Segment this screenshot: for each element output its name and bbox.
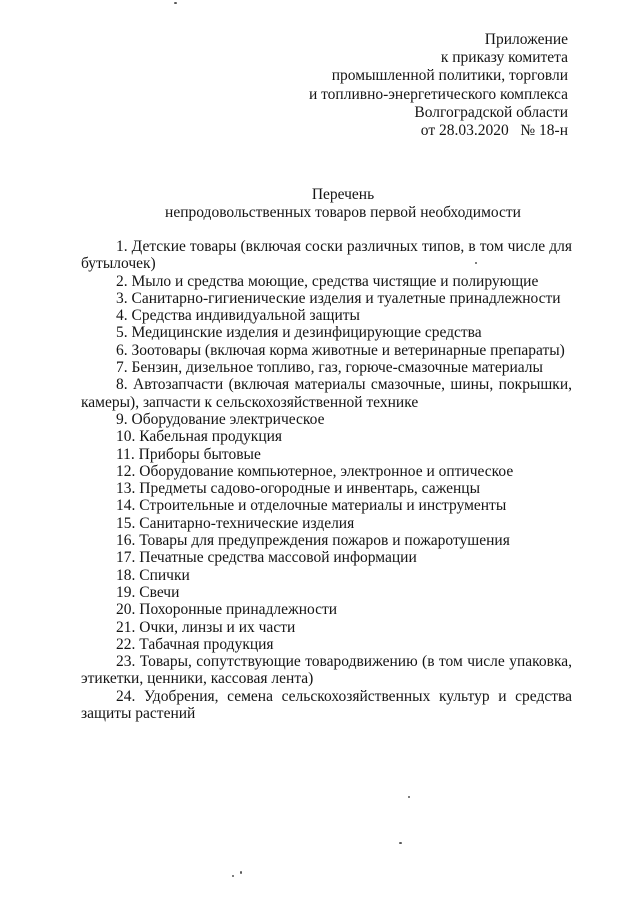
appendix-line: к приказу комитета bbox=[440, 49, 568, 67]
scan-speck bbox=[408, 796, 410, 798]
scan-speck bbox=[174, 2, 177, 4]
scan-speck bbox=[232, 875, 234, 877]
list-item: 19. Свечи bbox=[116, 583, 180, 601]
goods-list bbox=[81, 238, 572, 722]
list-item: 5. Медицинские изделия и дезинфицирующие средства bbox=[116, 324, 482, 342]
appendix-line: от 28.03.2020 № 18-н bbox=[420, 122, 568, 140]
list-item: 14. Строительные и отделочные материалы и инструменты bbox=[116, 497, 507, 515]
scan-speck bbox=[240, 871, 242, 874]
list-item: 17. Печатные средства массовой информации bbox=[116, 549, 417, 567]
list-item: 1. Детские товары (включая соски различных типов, в том числе для бутылочек) bbox=[81, 238, 572, 273]
list-item: 22. Табачная продукция bbox=[116, 635, 274, 653]
list-item: 16. Товары для предупреждения пожаров и пожаротушения bbox=[116, 532, 510, 550]
list-item: 6. Зоотовары (включая корма животные и ветеринарные препараты) bbox=[116, 341, 565, 359]
list-item: 12. Оборудование компьютерное, электронное и оптическое bbox=[116, 462, 514, 480]
title-line: непродовольственных товаров первой необходимости bbox=[165, 204, 521, 222]
scan-speck bbox=[399, 842, 402, 844]
list-item: 10. Кабельная продукция bbox=[116, 428, 283, 446]
appendix-line: Волгоградской области bbox=[414, 103, 568, 121]
list-item: 18. Спички bbox=[116, 566, 190, 584]
list-item: 4. Средства индивидуальной защиты bbox=[116, 307, 360, 325]
appendix-header bbox=[309, 31, 568, 140]
scan-speck bbox=[475, 262, 477, 264]
list-item: 20. Похоронные принадлежности bbox=[116, 601, 338, 619]
title-line: Перечень bbox=[311, 186, 375, 203]
list-item: 11. Приборы бытовые bbox=[116, 445, 261, 463]
list-item: 24. Удобрения, семена сельскохозяйственных культур и средства защиты растений bbox=[81, 687, 572, 723]
list-item: 15. Санитарно-технические изделия bbox=[116, 514, 355, 532]
list-item: 3. Санитарно-гигиенические изделия и туалетные принадлежности bbox=[116, 289, 561, 307]
document-title bbox=[0, 186, 640, 223]
list-item: 8. Автозапчасти (включая материалы смазочные, шины, покрышки, камеры), запчасти к сельскохозяйственной технике bbox=[81, 376, 572, 411]
list-item: 7. Бензин, дизельное топливо, газ, горюче-смазочные материалы bbox=[116, 359, 543, 377]
list-item: 2. Мыло и средства моющие, средства чистящие и полирующие bbox=[116, 272, 539, 290]
list-item: 21. Очки, линзы и их части bbox=[116, 618, 296, 636]
appendix-line: промышленной политики, торговли bbox=[331, 67, 568, 85]
list-item: 13. Предметы садово-огородные и инвентарь, саженцы bbox=[116, 480, 481, 498]
list-item: 9. Оборудование электрическое bbox=[116, 410, 325, 428]
appendix-line: Приложение bbox=[484, 31, 568, 48]
list-item: 23. Товары, сопутствующие товародвижению (в том числе упаковка, этикетки, ценники, кассовая лента) bbox=[81, 653, 572, 688]
appendix-line: и топливно-энергетического комплекса bbox=[308, 85, 568, 103]
